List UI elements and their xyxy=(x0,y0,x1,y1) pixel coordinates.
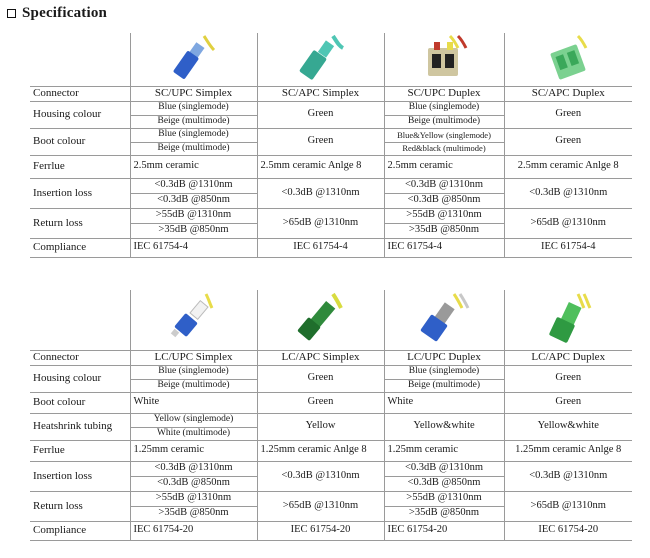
cell-value: Green xyxy=(257,365,384,392)
boot-row xyxy=(30,392,632,413)
cell-value: >35dB @850nm xyxy=(384,506,504,521)
cell-value: Beige (multimode) xyxy=(384,379,504,392)
cell-value: IEC 61754-4 xyxy=(257,238,384,257)
cell-value: >35dB @850nm xyxy=(130,223,257,238)
cell-value: IEC 61754-20 xyxy=(504,521,632,540)
cell-value: Beige (multimode) xyxy=(384,115,504,128)
row-label: Housing colour xyxy=(30,101,130,128)
connector-name: LC/UPC Duplex xyxy=(384,350,504,365)
cell-value: Beige (multimode) xyxy=(130,115,257,128)
cell-value: Beige (multimode) xyxy=(130,379,257,392)
compliance-row xyxy=(30,238,632,257)
row-label: Boot colour xyxy=(30,392,130,413)
cell-value: <0.3dB @1310nm xyxy=(257,178,384,208)
ferrule-row xyxy=(30,440,632,461)
cell-value: Blue&Yellow (singlemode) xyxy=(384,128,504,142)
cell-value: Blue (singlemode) xyxy=(130,128,257,142)
cell-value: White xyxy=(384,392,504,413)
return-row xyxy=(30,491,632,506)
compliance-row xyxy=(30,521,632,540)
cell-value: Blue (singlemode) xyxy=(130,365,257,379)
cell-value: Green xyxy=(504,365,632,392)
cell-value: <0.3dB @1310nm xyxy=(504,178,632,208)
cell-value: <0.3dB @1310nm xyxy=(384,178,504,193)
cell-value: <0.3dB @1310nm xyxy=(257,461,384,491)
row-label: Ferrlue xyxy=(30,155,130,178)
cell-value: Beige (multimode) xyxy=(130,142,257,155)
cell-value: Green xyxy=(257,392,384,413)
section-title: Specification xyxy=(22,4,108,21)
cell-value: 2.5mm ceramic xyxy=(384,155,504,178)
connector-name: SC/APC Simplex xyxy=(257,86,384,101)
cell-value: IEC 61754-20 xyxy=(384,521,504,540)
sc-upc-simplex-connector-icon xyxy=(164,34,224,84)
cell-value: Green xyxy=(504,128,632,155)
cell-value: <0.3dB @850nm xyxy=(130,193,257,208)
lc-apc-duplex-connector-icon xyxy=(538,292,598,348)
heatshrink-row xyxy=(30,413,632,427)
section-heading xyxy=(7,4,107,22)
row-label: Connector xyxy=(30,350,130,365)
cell-value: Green xyxy=(504,392,632,413)
cell-value: 2.5mm ceramic xyxy=(130,155,257,178)
cell-value: >35dB @850nm xyxy=(384,223,504,238)
cell-value: <0.3dB @1310nm xyxy=(130,178,257,193)
row-label: Insertion loss xyxy=(30,178,130,208)
return-row xyxy=(30,208,632,223)
cell-value: White xyxy=(130,392,257,413)
row-label: Housing colour xyxy=(30,365,130,392)
row-label: Compliance xyxy=(30,238,130,257)
row-label: Heatshrink tubing xyxy=(30,413,130,440)
sc-apc-duplex-connector-icon xyxy=(538,34,598,84)
sc-apc-simplex-connector-icon xyxy=(291,34,351,84)
connector-name: SC/APC Duplex xyxy=(504,86,632,101)
row-label: Connector xyxy=(30,86,130,101)
connector-name: SC/UPC Duplex xyxy=(384,86,504,101)
cell-value: >65dB @1310nm xyxy=(257,491,384,521)
cell-value: IEC 61754-20 xyxy=(257,521,384,540)
cell-value: >55dB @1310nm xyxy=(384,208,504,223)
cell-value: IEC 61754-4 xyxy=(384,238,504,257)
cell-value: IEC 61754-20 xyxy=(130,521,257,540)
cell-value: <0.3dB @1310nm xyxy=(384,461,504,476)
cell-value: Yellow&white xyxy=(384,413,504,440)
cell-value: >65dB @1310nm xyxy=(504,491,632,521)
cell-value: >55dB @1310nm xyxy=(384,491,504,506)
cell-value: Blue (singlemode) xyxy=(384,365,504,379)
connector-row xyxy=(30,86,632,101)
cell-value: Red&black (multimode) xyxy=(384,142,504,155)
row-label: Return loss xyxy=(30,208,130,238)
connector-name: LC/APC Simplex xyxy=(257,350,384,365)
connector-row xyxy=(30,350,632,365)
cell-value: >35dB @850nm xyxy=(130,506,257,521)
cell-value: White (multimode) xyxy=(130,427,257,440)
checkbox-square-icon xyxy=(7,9,16,18)
cell-value: <0.3dB @850nm xyxy=(384,476,504,491)
cell-value: >65dB @1310nm xyxy=(504,208,632,238)
cell-value: IEC 61754-4 xyxy=(130,238,257,257)
image-row xyxy=(30,33,632,86)
image-row xyxy=(30,290,632,350)
cell-value: 1.25mm ceramic Anlge 8 xyxy=(257,440,384,461)
cell-value: Yellow (singlemode) xyxy=(130,413,257,427)
cell-value: <0.3dB @850nm xyxy=(384,193,504,208)
boot-row xyxy=(30,128,632,142)
connector-name: LC/UPC Simplex xyxy=(130,350,257,365)
cell-value: Blue (singlemode) xyxy=(384,101,504,115)
cell-value: >55dB @1310nm xyxy=(130,491,257,506)
cell-value: 2.5mm ceramic Anlge 8 xyxy=(257,155,384,178)
cell-value: 1.25mm ceramic xyxy=(384,440,504,461)
connector-name: LC/APC Duplex xyxy=(504,350,632,365)
cell-value: <0.3dB @1310nm xyxy=(130,461,257,476)
cell-value: Yellow xyxy=(257,413,384,440)
lc-apc-simplex-connector-icon xyxy=(291,292,351,348)
cell-value: Yellow&white xyxy=(504,413,632,440)
sc-spec-table xyxy=(30,33,632,258)
cell-value: Blue (singlemode) xyxy=(130,101,257,115)
cell-value: >55dB @1310nm xyxy=(130,208,257,223)
cell-value: Green xyxy=(504,101,632,128)
insertion-row xyxy=(30,461,632,476)
cell-value: 1.25mm ceramic Anlge 8 xyxy=(504,440,632,461)
row-label: Return loss xyxy=(30,491,130,521)
cell-value: <0.3dB @1310nm xyxy=(504,461,632,491)
row-label: Boot colour xyxy=(30,128,130,155)
cell-value: IEC 61754-4 xyxy=(504,238,632,257)
row-label: Ferrlue xyxy=(30,440,130,461)
lc-upc-simplex-connector-icon xyxy=(164,292,224,348)
cell-value: Green xyxy=(257,128,384,155)
ferrule-row xyxy=(30,155,632,178)
row-label: Compliance xyxy=(30,521,130,540)
lc-spec-table xyxy=(30,290,632,541)
cell-value: 1.25mm ceramic xyxy=(130,440,257,461)
cell-value: >65dB @1310nm xyxy=(257,208,384,238)
cell-value: <0.3dB @850nm xyxy=(130,476,257,491)
housing-row xyxy=(30,101,632,115)
connector-name: SC/UPC Simplex xyxy=(130,86,257,101)
lc-upc-duplex-connector-icon xyxy=(414,292,474,348)
housing-row xyxy=(30,365,632,379)
cell-value: 2.5mm ceramic Anlge 8 xyxy=(504,155,632,178)
insertion-row xyxy=(30,178,632,193)
row-label: Insertion loss xyxy=(30,461,130,491)
sc-upc-duplex-connector-icon xyxy=(414,34,474,84)
cell-value: Green xyxy=(257,101,384,128)
